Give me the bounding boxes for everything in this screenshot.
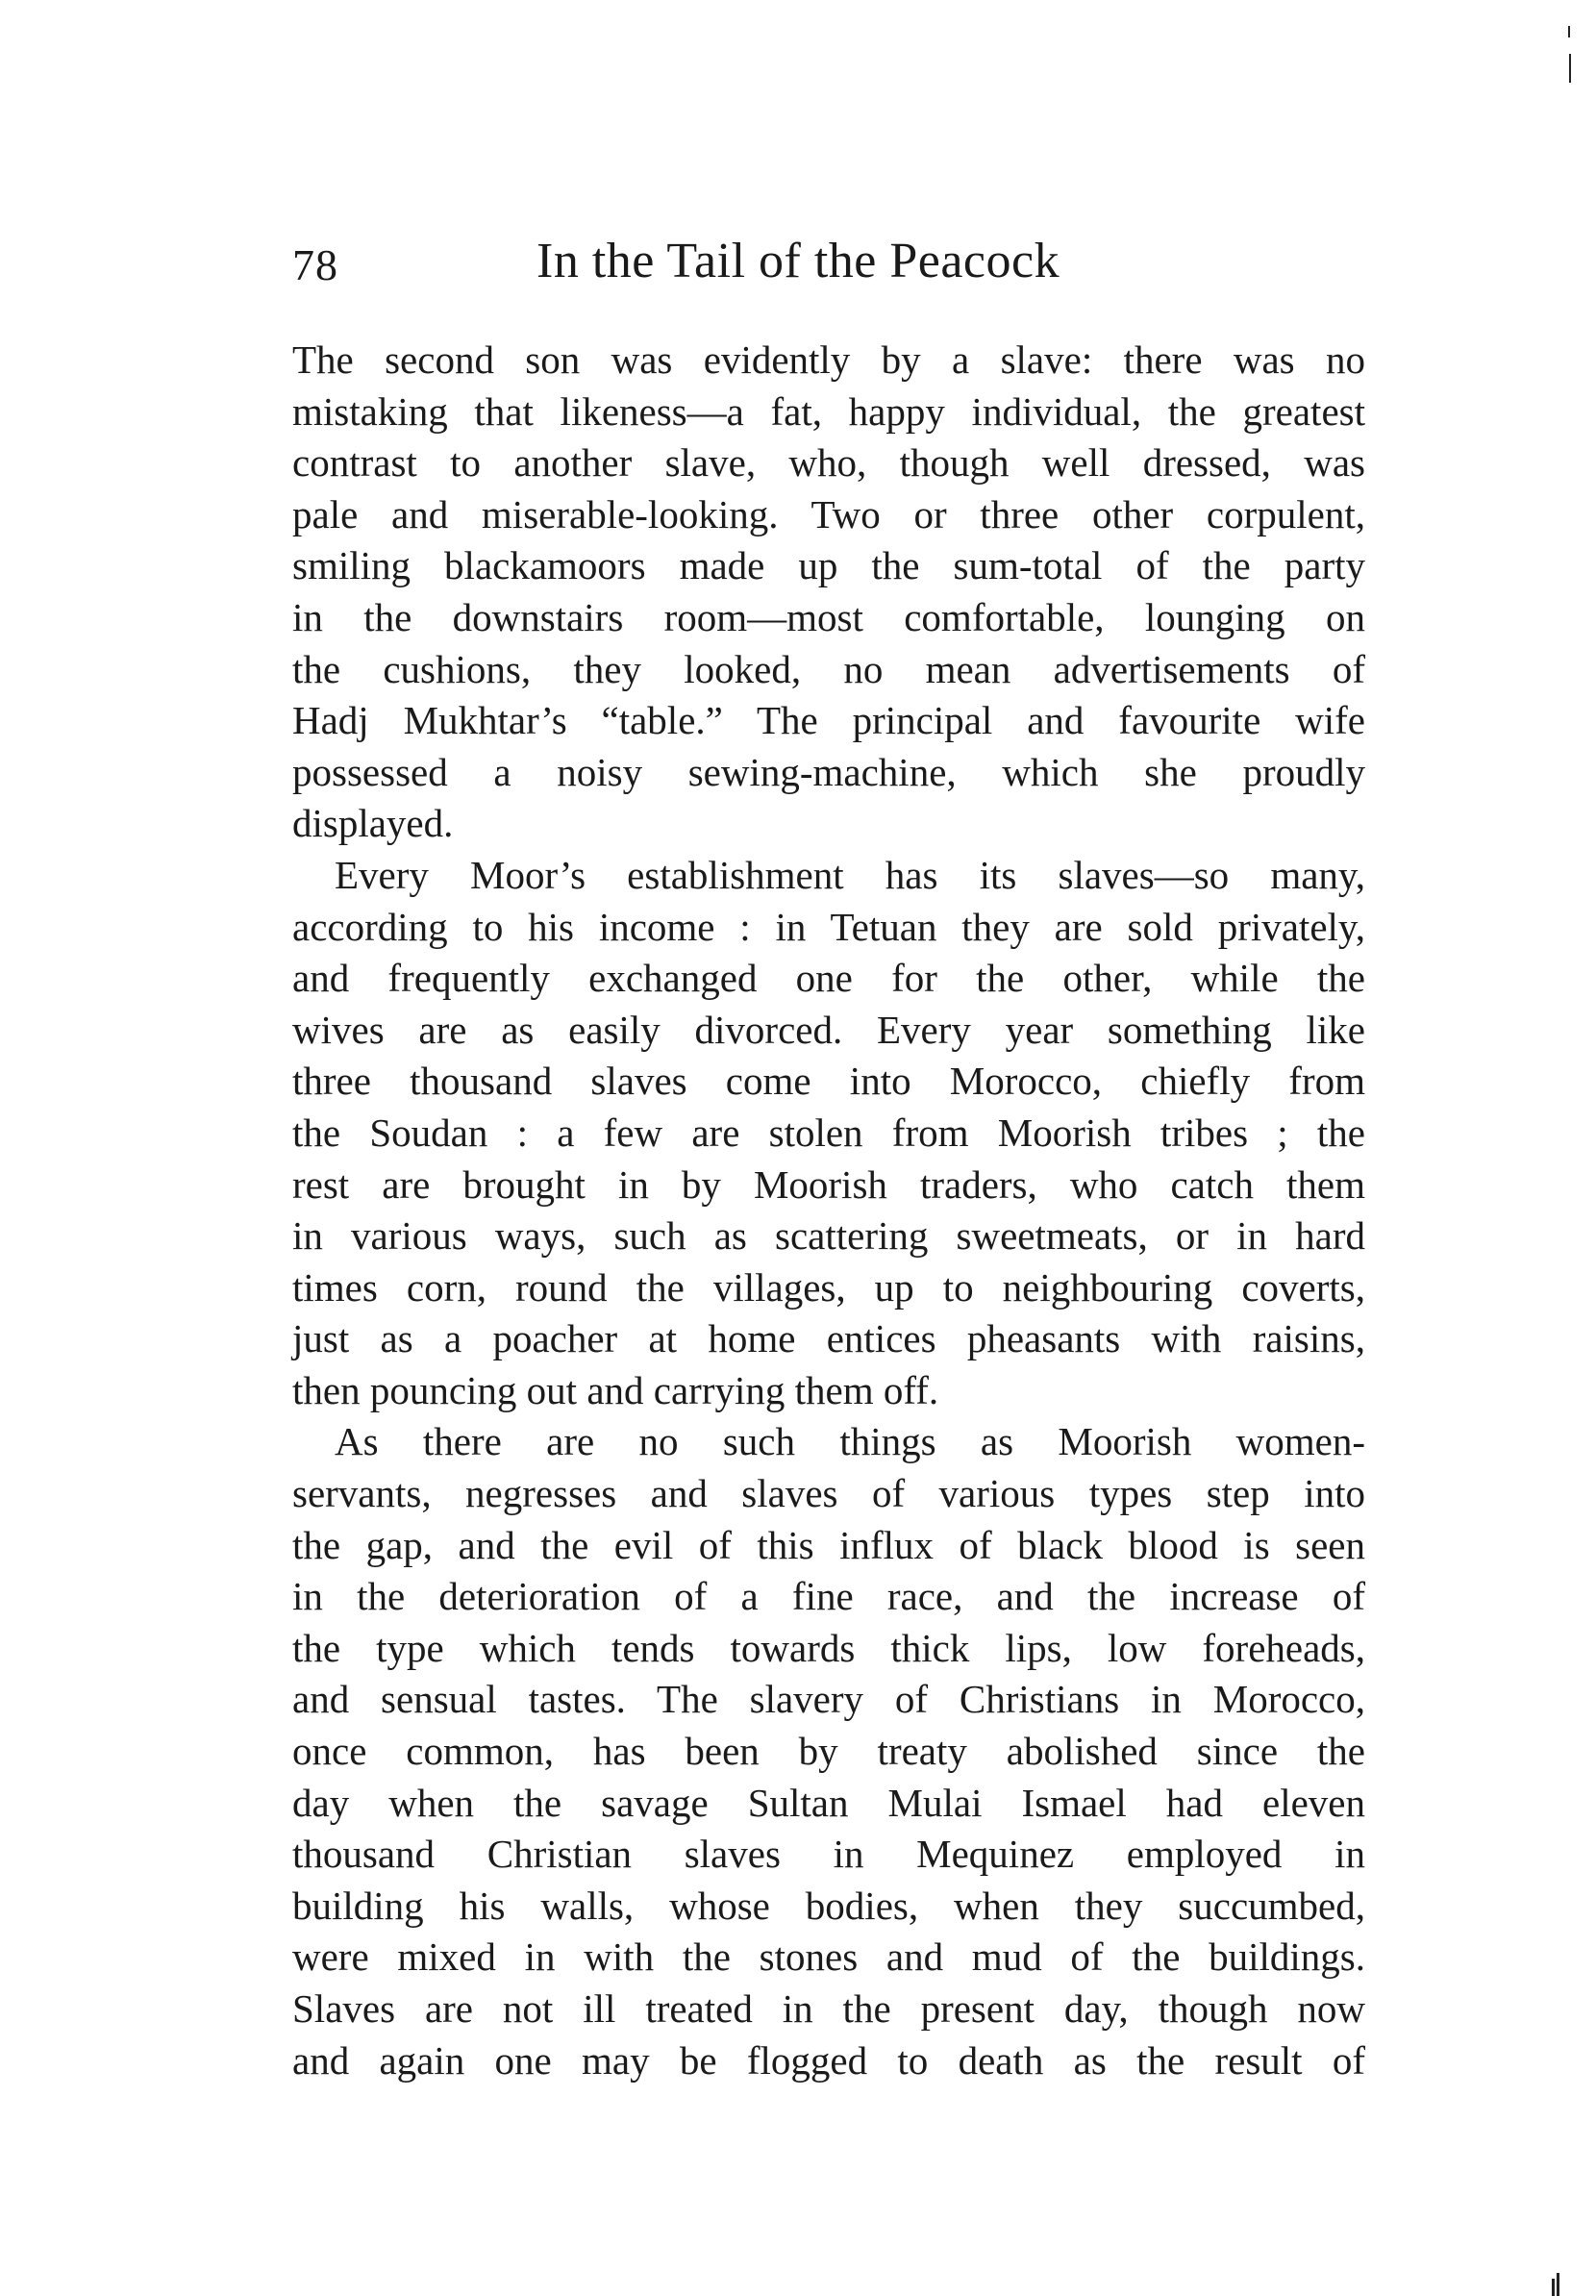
paragraph-3 (292, 1416, 1365, 2086)
paragraph-1 (292, 335, 1365, 850)
text-line: and again one may be flogged to death as the result of (292, 2037, 1365, 2083)
text-line: Slaves are not ill treated in the present day, though now (292, 1986, 1365, 2031)
text-line: the cushions, they looked, no mean advertisements of (292, 646, 1365, 691)
text-line: servants, negresses and slaves of various types step into (292, 1471, 1365, 1516)
text-line: possessed a noisy sewing-machine, which she proudly (292, 749, 1365, 794)
text-line: wives are as easily divorced. Every year something like (292, 1007, 1365, 1052)
text-line: then pouncing out and carrying them off. (292, 1367, 939, 1412)
page-number: 78 (292, 240, 338, 289)
text-line: pale and miserable-looking. Two or three other corpulent, (292, 491, 1365, 537)
text-line: according to his income : in Tetuan they are sold privately, (292, 904, 1365, 949)
text-line: and frequently exchanged one for the other, while the (292, 956, 1365, 1001)
text-line: Hadj Mukhtar’s “table.” The principal and favourite wife (292, 698, 1365, 743)
text-line: times corn, round the villages, up to neighbouring coverts, (292, 1264, 1365, 1310)
text-line: smiling blackamoors made up the sum-total of the party (292, 543, 1365, 588)
text-line: contrast to another slave, who, though well dressed, was (292, 440, 1365, 486)
text-line: day when the savage Sultan Mulai Ismael had eleven (292, 1780, 1365, 1825)
text-line: the Soudan : a few are stolen from Moorish tribes ; the (292, 1110, 1365, 1155)
text-line: in the deterioration of a fine race, and the increase of (292, 1574, 1365, 1619)
running-title: In the Tail of the Peacock (536, 234, 1060, 288)
text-line: As there are no such things as Moorish women- (335, 1419, 1365, 1464)
text-line: in various ways, such as scattering sweetmeats, or in hard (292, 1213, 1365, 1259)
scan-artifact-mark (1569, 54, 1571, 83)
text-line: the gap, and the evil of this influx of black blood is seen (292, 1522, 1365, 1567)
text-line: Every Moor’s establishment has its slaves—so many, (335, 852, 1365, 897)
text-line: The second son was evidently by a slave: there was no (292, 337, 1365, 382)
text-line: were mixed in with the stones and mud of the buildings. (292, 1934, 1365, 1980)
scan-artifact-mark (1568, 26, 1570, 37)
text-line: once common, has been by treaty abolished since the (292, 1729, 1365, 1774)
text-line: three thousand slaves come into Morocco, chiefly from (292, 1059, 1365, 1104)
text-line: rest are brought in by Moorish traders, who catch them (292, 1161, 1365, 1207)
text-line: in the downstairs room—most comfortable, lounging on (292, 594, 1365, 639)
text-line: mistaking that likeness—a fat, happy individual, the greatest (292, 388, 1365, 434)
text-line: and sensual tastes. The slavery of Christians in Morocco, (292, 1677, 1365, 1722)
running-head (288, 227, 1365, 294)
paragraph-2 (292, 850, 1365, 1417)
text-line: building his walls, whose bodies, when they succumbed, (292, 1883, 1365, 1928)
text-line: displayed. (292, 801, 454, 846)
scan-artifact-mark (1557, 2273, 1559, 2296)
text-line: just as a poacher at home entices pheasants with raisins, (292, 1316, 1365, 1361)
text-line: thousand Christian slaves in Mequinez employed in (292, 1832, 1365, 1877)
text-line: the type which tends towards thick lips, low foreheads, (292, 1625, 1365, 1670)
scan-artifact-mark (1552, 2279, 1555, 2296)
body-text (292, 335, 1365, 2086)
